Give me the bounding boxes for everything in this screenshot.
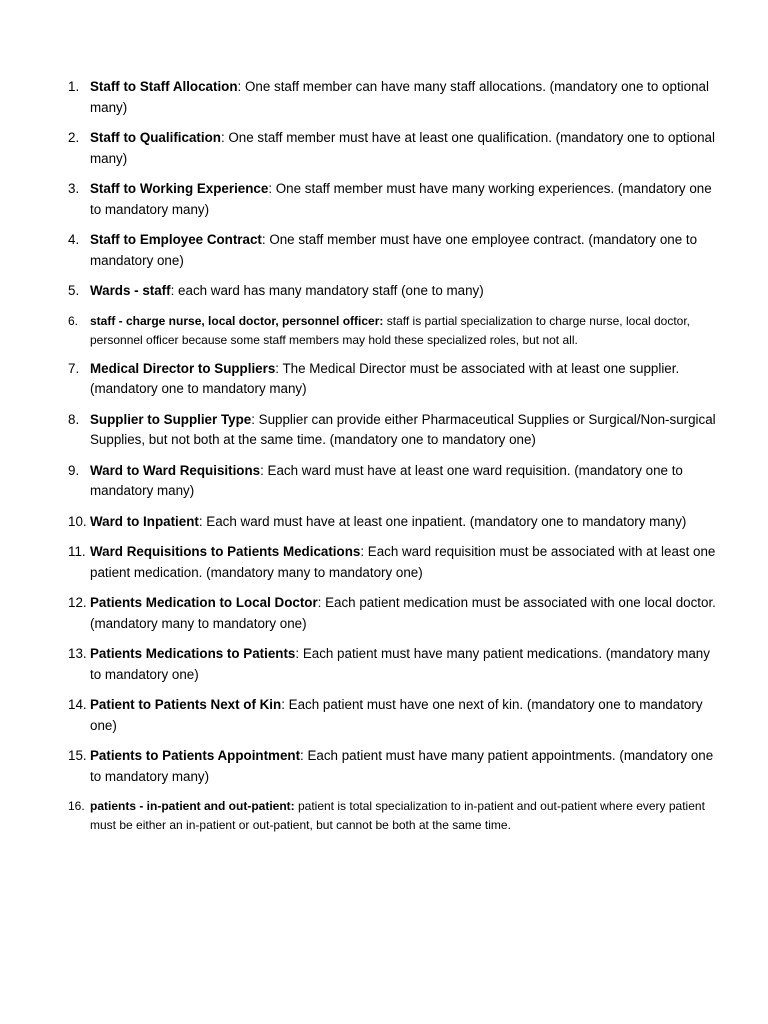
list-item — [68, 77, 720, 118]
item-term: Staff to Working Experience — [90, 181, 269, 196]
item-text: : Each patient must have many patient appointments. (mandatory one to mandatory many) — [90, 748, 714, 784]
item-text: : each ward has many mandatory staff (one to many) — [170, 283, 484, 298]
item-term: Staff to Qualification — [90, 130, 221, 145]
item-term: Patient to Patients Next of Kin — [90, 697, 282, 712]
item-text: : One staff member must have one employee contract. (mandatory one to mandatory one) — [90, 232, 698, 268]
list-item — [68, 312, 720, 350]
list-item — [68, 359, 720, 400]
list-item — [68, 128, 720, 169]
list-item — [68, 593, 720, 634]
item-number: 8. — [68, 411, 80, 427]
item-number: 14. — [68, 697, 87, 712]
item-term: staff - charge nurse, local doctor, personnel officer: — [90, 313, 384, 328]
item-number: 1. — [68, 79, 80, 94]
relationship-list — [68, 77, 720, 835]
list-item — [68, 746, 720, 787]
item-text: : The Medical Director must be associated with at least one supplier. (mandatory one to mandatory many) — [90, 360, 680, 396]
item-term: Patients Medications to Patients — [90, 646, 296, 661]
list-item — [68, 281, 720, 302]
item-term: Ward to Ward Requisitions — [90, 462, 261, 478]
item-term: Patients to Patients Appointment — [90, 748, 301, 763]
list-item — [68, 230, 720, 271]
item-text: staff is partial specialization to charge nurse, local doctor, personnel officer because some staff members may hold these specialized roles, but not all. — [90, 313, 691, 347]
list-item — [68, 695, 720, 736]
item-term: Supplier to Supplier Type — [90, 411, 252, 427]
item-number: 11. — [68, 544, 86, 559]
item-text: : One staff member must have at least one qualification. (mandatory one to optional many) — [90, 130, 715, 166]
item-term: Ward Requisitions to Patients Medications — [90, 544, 361, 559]
item-number: 10. — [68, 513, 87, 529]
item-text: : Each patient must have many patient medications. (mandatory many to mandatory one) — [90, 646, 710, 682]
item-number: 4. — [68, 232, 80, 247]
item-term: patients - in-patient and out-patient: — [90, 799, 295, 813]
item-number: 2. — [68, 130, 80, 145]
list-item — [68, 410, 720, 451]
item-text: : One staff member can have many staff allocations. (mandatory one to optional many) — [90, 79, 709, 115]
item-text: : Each ward must have at least one inpatient. (mandatory one to mandatory many) — [198, 513, 687, 529]
item-text: : Each patient medication must be associated with one local doctor. (mandatory many to mandatory one) — [90, 595, 716, 631]
item-number: 6. — [68, 313, 79, 328]
item-number: 16. — [68, 799, 85, 813]
item-number: 7. — [68, 360, 80, 376]
item-text: : Each patient must have one next of kin. (mandatory one to mandatory one) — [90, 697, 703, 733]
item-text: : One staff member must have many working experiences. (mandatory one to mandatory many) — [90, 181, 712, 217]
item-term: Wards - staff — [90, 283, 171, 298]
item-term: Staff to Employee Contract — [90, 232, 262, 247]
item-term: Medical Director to Suppliers — [90, 360, 276, 376]
item-term: Staff to Staff Allocation — [90, 79, 238, 94]
list-item — [68, 542, 720, 583]
item-number: 5. — [68, 283, 80, 298]
item-number: 9. — [68, 462, 80, 478]
list-item — [68, 179, 720, 220]
item-term: Ward to Inpatient — [90, 513, 199, 529]
list-item — [68, 461, 720, 502]
list-item — [68, 797, 720, 835]
item-number: 3. — [68, 181, 80, 196]
list-item — [68, 512, 720, 533]
item-text: : Supplier can provide either Pharmaceutical Supplies or Surgical/Non-surgical Supplies, but not both at the same time. (mandatory one to mandatory one) — [90, 411, 716, 447]
item-text: : Each ward must have at least one ward requisition. (mandatory one to mandatory many) — [90, 462, 683, 498]
item-text: : Each ward requisition must be associated with at least one patient medication. (mandatory many to mandatory one) — [90, 544, 716, 580]
item-number: 13. — [68, 646, 87, 661]
list-item — [68, 644, 720, 685]
item-number: 15. — [68, 748, 87, 763]
item-text: patient is total specialization to in-patient and out-patient where every patient must be either an in-patient or out-patient, but cannot be both at the same time. — [90, 799, 705, 832]
item-term: Patients Medication to Local Doctor — [90, 595, 318, 610]
item-number: 12. — [68, 595, 87, 610]
